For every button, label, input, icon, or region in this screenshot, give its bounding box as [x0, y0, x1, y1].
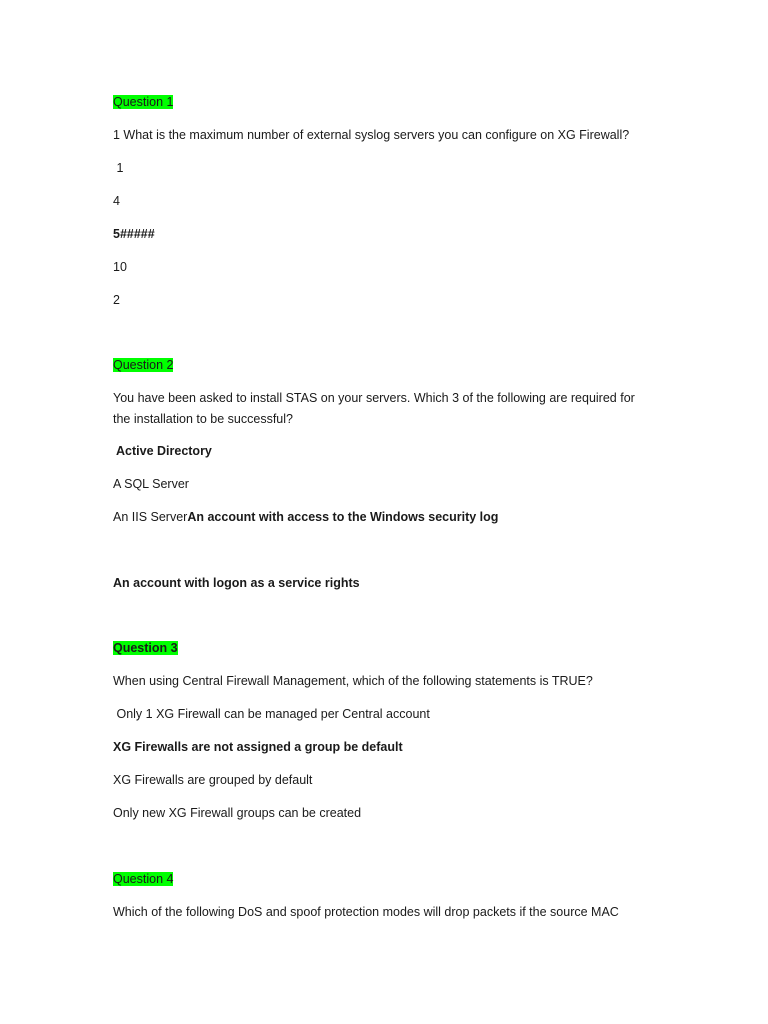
- question-3-heading: Question 3: [113, 641, 178, 655]
- question-2-option: A SQL Server: [113, 477, 189, 491]
- question-1-option: 1: [113, 161, 124, 175]
- question-1-option-answer: 5#####: [113, 227, 155, 241]
- question-2-option-answer: Active Directory: [113, 444, 212, 458]
- question-3-option-answer: XG Firewalls are not assigned a group be default: [113, 740, 403, 754]
- question-2-option: An IIS Server: [113, 510, 188, 524]
- question-1-text: 1 What is the maximum number of external syslog servers you can configure on XG Firewall?: [113, 128, 630, 142]
- question-2-option-answer: An account with logon as a service rights: [113, 576, 360, 590]
- question-2-text: You have been asked to install STAS on your servers. Which 3 of the following are required for the installation to be successful?: [113, 391, 635, 426]
- question-1-option: 2: [113, 293, 120, 307]
- question-4-heading: Question 4: [113, 872, 174, 886]
- question-3-option: XG Firewalls are grouped by default: [113, 773, 313, 787]
- question-1-option: 4: [113, 194, 120, 208]
- question-3-option: Only 1 XG Firewall can be managed per Central account: [113, 707, 430, 721]
- question-2-heading: Question 2: [113, 358, 174, 372]
- question-2-option-answer: An account with access to the Windows security log: [187, 510, 499, 524]
- question-3-text: When using Central Firewall Management, which of the following statements is TRUE?: [113, 674, 593, 688]
- question-1-heading: Question 1: [113, 95, 174, 109]
- question-2-option-line: [113, 507, 643, 528]
- question-3-option: Only new XG Firewall groups can be created: [113, 806, 362, 820]
- question-4-text: Which of the following DoS and spoof protection modes will drop packets if the source MAC: [113, 905, 619, 919]
- question-1-option: 10: [113, 260, 127, 274]
